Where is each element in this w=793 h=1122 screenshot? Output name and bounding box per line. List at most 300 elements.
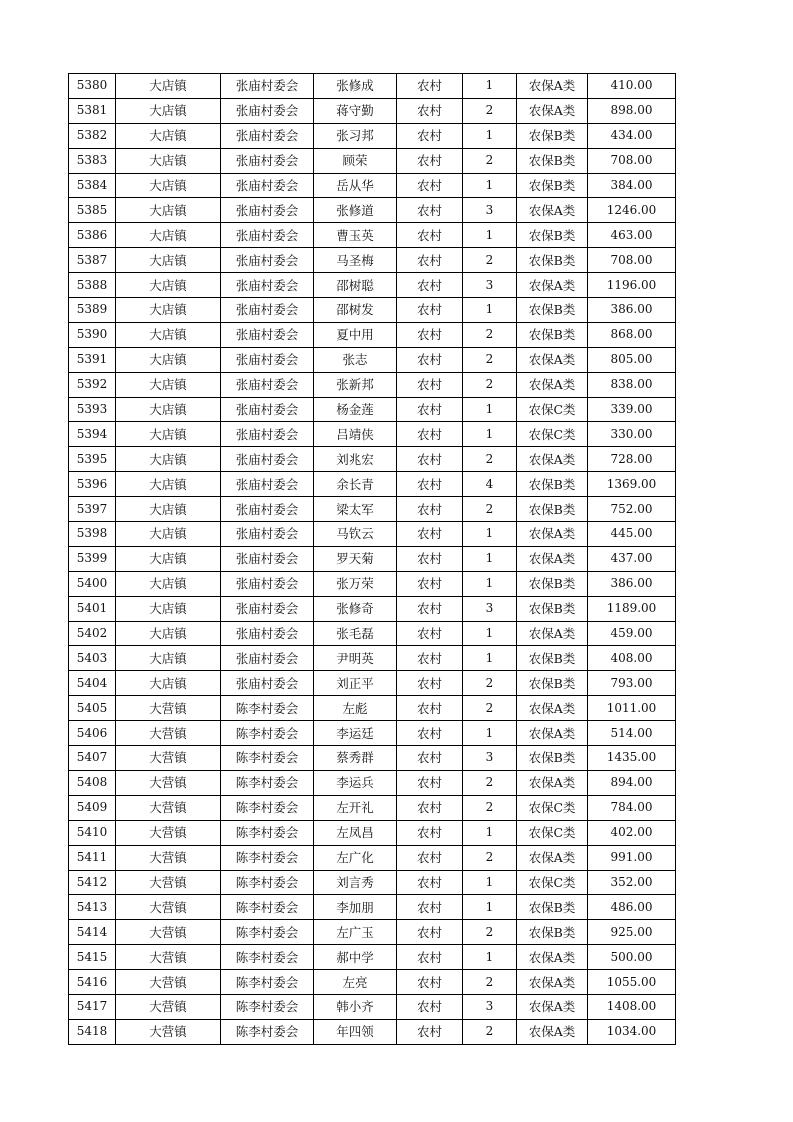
person-name-cell: 杨金莲 [314,397,397,422]
village-committee-cell: 张庙村委会 [221,347,314,372]
village-committee-cell: 张庙村委会 [221,546,314,571]
table-row [69,98,676,123]
village-committee-cell: 陈李村委会 [221,994,314,1019]
town-cell: 大店镇 [116,223,221,248]
village-committee-cell: 张庙村委会 [221,248,314,273]
insurance-category-cell: 农保A类 [517,945,588,970]
table-row [69,646,676,671]
village-committee-cell: 陈李村委会 [221,820,314,845]
row-number-cell: 5397 [69,497,116,522]
row-number-cell: 5417 [69,994,116,1019]
table-row [69,198,676,223]
household-type-cell: 农村 [397,571,463,596]
amount-cell: 410.00 [588,74,676,99]
row-number-cell: 5405 [69,696,116,721]
row-number-cell: 5382 [69,123,116,148]
amount-cell: 437.00 [588,546,676,571]
amount-cell: 708.00 [588,248,676,273]
table-row [69,746,676,771]
town-cell: 大营镇 [116,770,221,795]
insurance-category-cell: 农保A类 [517,970,588,995]
table-row [69,223,676,248]
town-cell: 大店镇 [116,372,221,397]
person-name-cell: 张新邦 [314,372,397,397]
insurance-category-cell: 农保B类 [517,123,588,148]
table-row [69,895,676,920]
member-count-cell: 2 [463,696,517,721]
village-committee-cell: 陈李村委会 [221,795,314,820]
table-row [69,273,676,298]
insurance-category-cell: 农保B类 [517,671,588,696]
row-number-cell: 5389 [69,298,116,323]
table-row [69,770,676,795]
insurance-category-cell: 农保B类 [517,746,588,771]
member-count-cell: 2 [463,970,517,995]
household-type-cell: 农村 [397,895,463,920]
amount-cell: 1246.00 [588,198,676,223]
person-name-cell: 张修成 [314,74,397,99]
town-cell: 大店镇 [116,671,221,696]
household-type-cell: 农村 [397,721,463,746]
table-row [69,994,676,1019]
insurance-category-cell: 农保B类 [517,596,588,621]
town-cell: 大店镇 [116,522,221,547]
household-type-cell: 农村 [397,920,463,945]
household-type-cell: 农村 [397,970,463,995]
row-number-cell: 5406 [69,721,116,746]
person-name-cell: 张毛磊 [314,621,397,646]
village-committee-cell: 张庙村委会 [221,646,314,671]
row-number-cell: 5380 [69,74,116,99]
subsidy-table [68,73,676,1045]
amount-cell: 925.00 [588,920,676,945]
village-committee-cell: 张庙村委会 [221,322,314,347]
table-row [69,397,676,422]
table-row [69,721,676,746]
person-name-cell: 曹玉英 [314,223,397,248]
member-count-cell: 1 [463,820,517,845]
table-row [69,347,676,372]
insurance-category-cell: 农保A类 [517,347,588,372]
amount-cell: 459.00 [588,621,676,646]
amount-cell: 463.00 [588,223,676,248]
town-cell: 大营镇 [116,746,221,771]
person-name-cell: 蒋守勤 [314,98,397,123]
household-type-cell: 农村 [397,795,463,820]
table-row [69,322,676,347]
amount-cell: 486.00 [588,895,676,920]
row-number-cell: 5400 [69,571,116,596]
household-type-cell: 农村 [397,522,463,547]
amount-cell: 352.00 [588,870,676,895]
household-type-cell: 农村 [397,98,463,123]
row-number-cell: 5391 [69,347,116,372]
table-row [69,696,676,721]
member-count-cell: 1 [463,646,517,671]
amount-cell: 384.00 [588,173,676,198]
table-row [69,1019,676,1044]
village-committee-cell: 陈李村委会 [221,1019,314,1044]
village-committee-cell: 陈李村委会 [221,970,314,995]
member-count-cell: 1 [463,870,517,895]
household-type-cell: 农村 [397,770,463,795]
amount-cell: 1034.00 [588,1019,676,1044]
row-number-cell: 5385 [69,198,116,223]
household-type-cell: 农村 [397,248,463,273]
town-cell: 大营镇 [116,845,221,870]
insurance-category-cell: 农保A类 [517,721,588,746]
table-row [69,920,676,945]
village-committee-cell: 张庙村委会 [221,74,314,99]
person-name-cell: 张修奇 [314,596,397,621]
household-type-cell: 农村 [397,173,463,198]
village-committee-cell: 张庙村委会 [221,123,314,148]
village-committee-cell: 张庙村委会 [221,173,314,198]
household-type-cell: 农村 [397,596,463,621]
village-committee-cell: 张庙村委会 [221,447,314,472]
amount-cell: 805.00 [588,347,676,372]
town-cell: 大店镇 [116,571,221,596]
row-number-cell: 5404 [69,671,116,696]
person-name-cell: 尹明英 [314,646,397,671]
row-number-cell: 5384 [69,173,116,198]
village-committee-cell: 陈李村委会 [221,721,314,746]
town-cell: 大店镇 [116,198,221,223]
town-cell: 大店镇 [116,397,221,422]
town-cell: 大店镇 [116,646,221,671]
person-name-cell: 邵树发 [314,298,397,323]
amount-cell: 500.00 [588,945,676,970]
insurance-category-cell: 农保B类 [517,298,588,323]
insurance-category-cell: 农保A类 [517,372,588,397]
amount-cell: 1189.00 [588,596,676,621]
insurance-category-cell: 农保A类 [517,198,588,223]
row-number-cell: 5414 [69,920,116,945]
household-type-cell: 农村 [397,472,463,497]
person-name-cell: 张习邦 [314,123,397,148]
table-row [69,945,676,970]
village-committee-cell: 张庙村委会 [221,497,314,522]
person-name-cell: 张志 [314,347,397,372]
row-number-cell: 5412 [69,870,116,895]
table-row [69,671,676,696]
row-number-cell: 5402 [69,621,116,646]
village-committee-cell: 陈李村委会 [221,746,314,771]
row-number-cell: 5413 [69,895,116,920]
row-number-cell: 5381 [69,98,116,123]
table-row [69,970,676,995]
town-cell: 大营镇 [116,820,221,845]
household-type-cell: 农村 [397,671,463,696]
table-row [69,148,676,173]
member-count-cell: 2 [463,845,517,870]
amount-cell: 339.00 [588,397,676,422]
village-committee-cell: 陈李村委会 [221,870,314,895]
insurance-category-cell: 农保B类 [517,920,588,945]
person-name-cell: 岳从华 [314,173,397,198]
household-type-cell: 农村 [397,447,463,472]
member-count-cell: 2 [463,148,517,173]
village-committee-cell: 陈李村委会 [221,945,314,970]
town-cell: 大店镇 [116,298,221,323]
member-count-cell: 1 [463,621,517,646]
town-cell: 大营镇 [116,994,221,1019]
row-number-cell: 5403 [69,646,116,671]
household-type-cell: 农村 [397,148,463,173]
member-count-cell: 1 [463,945,517,970]
town-cell: 大店镇 [116,148,221,173]
table-row [69,497,676,522]
household-type-cell: 农村 [397,422,463,447]
insurance-category-cell: 农保C类 [517,422,588,447]
household-type-cell: 农村 [397,746,463,771]
member-count-cell: 2 [463,322,517,347]
row-number-cell: 5386 [69,223,116,248]
person-name-cell: 左开礼 [314,795,397,820]
household-type-cell: 农村 [397,646,463,671]
table-row [69,522,676,547]
table-row [69,372,676,397]
village-committee-cell: 张庙村委会 [221,223,314,248]
town-cell: 大店镇 [116,123,221,148]
household-type-cell: 农村 [397,298,463,323]
person-name-cell: 罗天菊 [314,546,397,571]
member-count-cell: 3 [463,994,517,1019]
amount-cell: 386.00 [588,571,676,596]
household-type-cell: 农村 [397,223,463,248]
row-number-cell: 5390 [69,322,116,347]
amount-cell: 898.00 [588,98,676,123]
person-name-cell: 韩小齐 [314,994,397,1019]
household-type-cell: 农村 [397,994,463,1019]
person-name-cell: 梁太军 [314,497,397,522]
town-cell: 大店镇 [116,472,221,497]
member-count-cell: 1 [463,721,517,746]
insurance-category-cell: 农保B类 [517,646,588,671]
row-number-cell: 5383 [69,148,116,173]
insurance-category-cell: 农保A类 [517,994,588,1019]
household-type-cell: 农村 [397,273,463,298]
insurance-category-cell: 农保B类 [517,173,588,198]
insurance-category-cell: 农保C类 [517,795,588,820]
amount-cell: 868.00 [588,322,676,347]
amount-cell: 434.00 [588,123,676,148]
person-name-cell: 郝中学 [314,945,397,970]
household-type-cell: 农村 [397,1019,463,1044]
member-count-cell: 3 [463,198,517,223]
person-name-cell: 蔡秀群 [314,746,397,771]
insurance-category-cell: 农保C类 [517,870,588,895]
member-count-cell: 1 [463,298,517,323]
row-number-cell: 5416 [69,970,116,995]
table-row [69,546,676,571]
person-name-cell: 左广化 [314,845,397,870]
town-cell: 大营镇 [116,870,221,895]
village-committee-cell: 张庙村委会 [221,148,314,173]
row-number-cell: 5396 [69,472,116,497]
insurance-category-cell: 农保C类 [517,397,588,422]
member-count-cell: 3 [463,273,517,298]
row-number-cell: 5393 [69,397,116,422]
village-committee-cell: 张庙村委会 [221,571,314,596]
table-row [69,870,676,895]
member-count-cell: 2 [463,1019,517,1044]
member-count-cell: 1 [463,173,517,198]
person-name-cell: 李运廷 [314,721,397,746]
row-number-cell: 5392 [69,372,116,397]
insurance-category-cell: 农保A类 [517,696,588,721]
member-count-cell: 1 [463,522,517,547]
amount-cell: 1408.00 [588,994,676,1019]
member-count-cell: 1 [463,895,517,920]
insurance-category-cell: 农保B类 [517,223,588,248]
town-cell: 大店镇 [116,596,221,621]
row-number-cell: 5401 [69,596,116,621]
insurance-category-cell: 农保A类 [517,621,588,646]
town-cell: 大店镇 [116,248,221,273]
table-row [69,74,676,99]
household-type-cell: 农村 [397,372,463,397]
table-row [69,621,676,646]
village-committee-cell: 张庙村委会 [221,671,314,696]
row-number-cell: 5410 [69,820,116,845]
amount-cell: 838.00 [588,372,676,397]
town-cell: 大营镇 [116,895,221,920]
member-count-cell: 2 [463,372,517,397]
village-committee-cell: 张庙村委会 [221,372,314,397]
town-cell: 大营镇 [116,721,221,746]
insurance-category-cell: 农保A类 [517,770,588,795]
town-cell: 大店镇 [116,447,221,472]
household-type-cell: 农村 [397,397,463,422]
amount-cell: 330.00 [588,422,676,447]
amount-cell: 793.00 [588,671,676,696]
town-cell: 大营镇 [116,795,221,820]
person-name-cell: 左广玉 [314,920,397,945]
insurance-category-cell: 农保A类 [517,522,588,547]
table-row [69,447,676,472]
household-type-cell: 农村 [397,820,463,845]
member-count-cell: 1 [463,123,517,148]
amount-cell: 1011.00 [588,696,676,721]
row-number-cell: 5415 [69,945,116,970]
person-name-cell: 李运兵 [314,770,397,795]
member-count-cell: 1 [463,223,517,248]
member-count-cell: 2 [463,347,517,372]
person-name-cell: 刘兆宏 [314,447,397,472]
table-row [69,173,676,198]
member-count-cell: 2 [463,248,517,273]
village-committee-cell: 张庙村委会 [221,621,314,646]
household-type-cell: 农村 [397,945,463,970]
table-row [69,820,676,845]
row-number-cell: 5408 [69,770,116,795]
amount-cell: 708.00 [588,148,676,173]
insurance-category-cell: 农保A类 [517,447,588,472]
amount-cell: 991.00 [588,845,676,870]
member-count-cell: 1 [463,74,517,99]
household-type-cell: 农村 [397,74,463,99]
village-committee-cell: 张庙村委会 [221,298,314,323]
household-type-cell: 农村 [397,497,463,522]
insurance-category-cell: 农保A类 [517,1019,588,1044]
person-name-cell: 顾荣 [314,148,397,173]
insurance-category-cell: 农保B类 [517,895,588,920]
member-count-cell: 2 [463,770,517,795]
member-count-cell: 1 [463,397,517,422]
amount-cell: 1196.00 [588,273,676,298]
amount-cell: 402.00 [588,820,676,845]
household-type-cell: 农村 [397,546,463,571]
member-count-cell: 1 [463,571,517,596]
town-cell: 大店镇 [116,621,221,646]
amount-cell: 514.00 [588,721,676,746]
person-name-cell: 吕靖侠 [314,422,397,447]
row-number-cell: 5418 [69,1019,116,1044]
person-name-cell: 刘言秀 [314,870,397,895]
village-committee-cell: 陈李村委会 [221,920,314,945]
insurance-category-cell: 农保C类 [517,820,588,845]
village-committee-cell: 张庙村委会 [221,596,314,621]
table-row [69,248,676,273]
table-body [69,74,676,1045]
village-committee-cell: 陈李村委会 [221,845,314,870]
member-count-cell: 3 [463,746,517,771]
table-row [69,795,676,820]
village-committee-cell: 张庙村委会 [221,422,314,447]
person-name-cell: 李加朋 [314,895,397,920]
town-cell: 大店镇 [116,173,221,198]
household-type-cell: 农村 [397,198,463,223]
amount-cell: 386.00 [588,298,676,323]
member-count-cell: 4 [463,472,517,497]
household-type-cell: 农村 [397,845,463,870]
town-cell: 大营镇 [116,970,221,995]
member-count-cell: 2 [463,795,517,820]
person-name-cell: 左亮 [314,970,397,995]
town-cell: 大店镇 [116,347,221,372]
person-name-cell: 张万荣 [314,571,397,596]
amount-cell: 408.00 [588,646,676,671]
table-row [69,571,676,596]
person-name-cell: 夏中用 [314,322,397,347]
person-name-cell: 刘正平 [314,671,397,696]
table-row [69,298,676,323]
amount-cell: 894.00 [588,770,676,795]
town-cell: 大店镇 [116,322,221,347]
row-number-cell: 5395 [69,447,116,472]
town-cell: 大营镇 [116,696,221,721]
person-name-cell: 马圣梅 [314,248,397,273]
person-name-cell: 左彪 [314,696,397,721]
person-name-cell: 年四领 [314,1019,397,1044]
amount-cell: 1055.00 [588,970,676,995]
village-committee-cell: 张庙村委会 [221,98,314,123]
member-count-cell: 2 [463,447,517,472]
town-cell: 大营镇 [116,945,221,970]
household-type-cell: 农村 [397,696,463,721]
person-name-cell: 马钦云 [314,522,397,547]
insurance-category-cell: 农保A类 [517,74,588,99]
village-committee-cell: 张庙村委会 [221,273,314,298]
town-cell: 大店镇 [116,273,221,298]
member-count-cell: 2 [463,98,517,123]
town-cell: 大营镇 [116,920,221,945]
household-type-cell: 农村 [397,347,463,372]
insurance-category-cell: 农保A类 [517,845,588,870]
row-number-cell: 5387 [69,248,116,273]
amount-cell: 1369.00 [588,472,676,497]
